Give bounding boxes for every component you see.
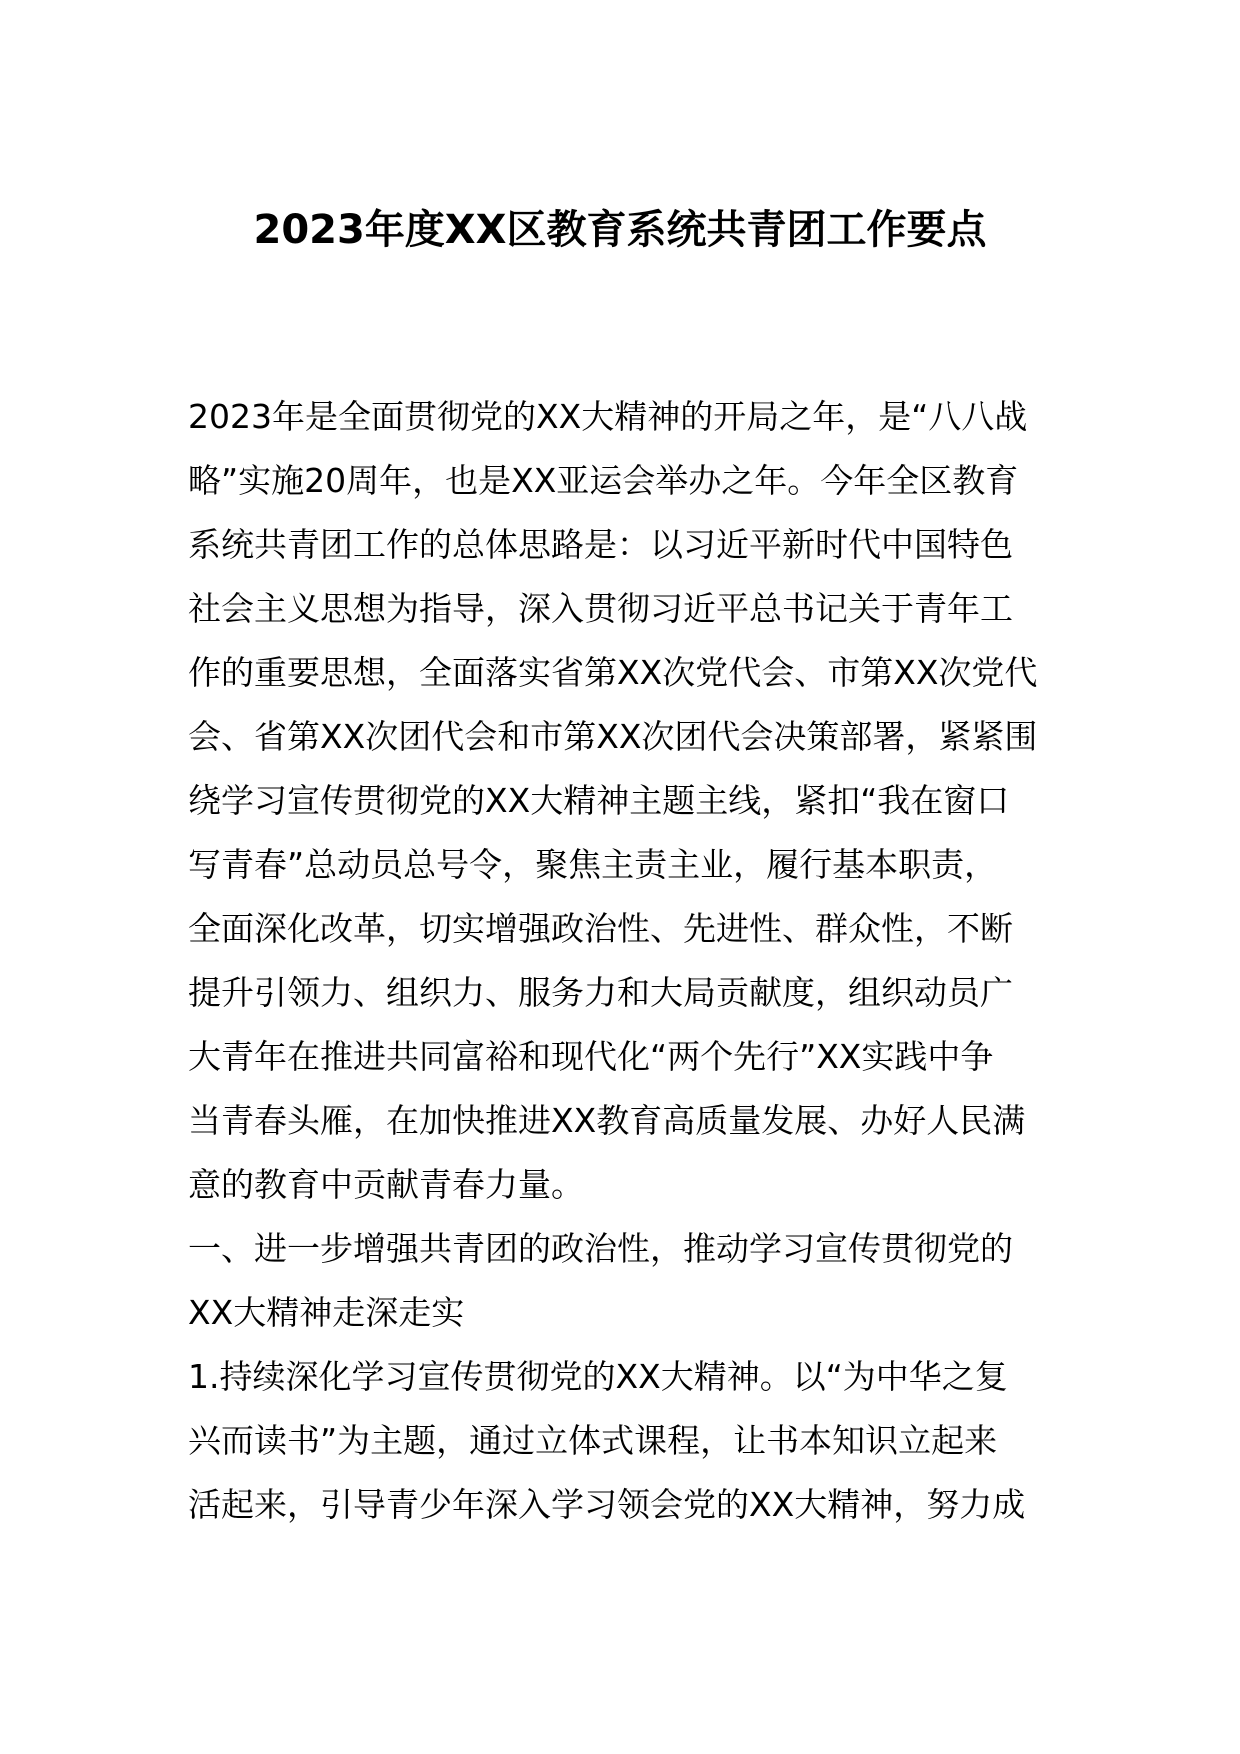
text-line: 系统共青团工作的总体思路是：以习近平新时代中国特色 xyxy=(188,525,1013,564)
text-line: 会、省第XX次团代会和市第XX次团代会决策部署，紧紧围 xyxy=(188,717,1038,756)
text-line: 活起来，引导青少年深入学习领会党的XX大精神，努力成 xyxy=(188,1485,1026,1524)
text-line: 1.持续深化学习宣传贯彻党的XX大精神。以“为中华之复 xyxy=(188,1357,1008,1396)
text-line: 兴而读书”为主题，通过立体式课程，让书本知识立起来 xyxy=(188,1421,998,1460)
section-heading-line: 一、进一步增强共青团的政治性，推动学习宣传贯彻党的 xyxy=(188,1229,1013,1268)
document-body xyxy=(188,385,1054,1537)
text-line: 全面深化改革，切实增强政治性、先进性、群众性，不断 xyxy=(188,909,1013,948)
text-line: 2023年是全面贯彻党的XX大精神的开局之年，是“八八战 xyxy=(188,397,1028,436)
text-line: 略”实施20周年，也是XX亚运会举办之年。今年全区教育 xyxy=(188,461,1019,500)
text-line: 意的教育中贡献青春力量。 xyxy=(188,1165,584,1204)
document-title: 2023年度XX区教育系统共青团工作要点 xyxy=(253,207,987,253)
text-line: 写青春”总动员总号令，聚焦主责主业，履行基本职责， xyxy=(188,845,998,884)
section-heading-line: XX大精神走深走实 xyxy=(188,1293,465,1332)
text-line: 大青年在推进共同富裕和现代化“两个先行”XX实践中争 xyxy=(188,1037,994,1076)
text-line: 当青春头雁，在加快推进XX教育高质量发展、办好人民满 xyxy=(188,1101,1026,1140)
text-line: 绕学习宣传贯彻党的XX大精神主题主线，紧扣“我在窗口 xyxy=(188,781,1010,820)
text-line: 作的重要思想，全面落实省第XX次党代会、市第XX次党代 xyxy=(188,653,1038,692)
text-line: 提升引领力、组织力、服务力和大局贡献度，组织动员广 xyxy=(188,973,1013,1012)
text-line: 社会主义思想为指导，深入贯彻习近平总书记关于青年工 xyxy=(188,589,1013,628)
